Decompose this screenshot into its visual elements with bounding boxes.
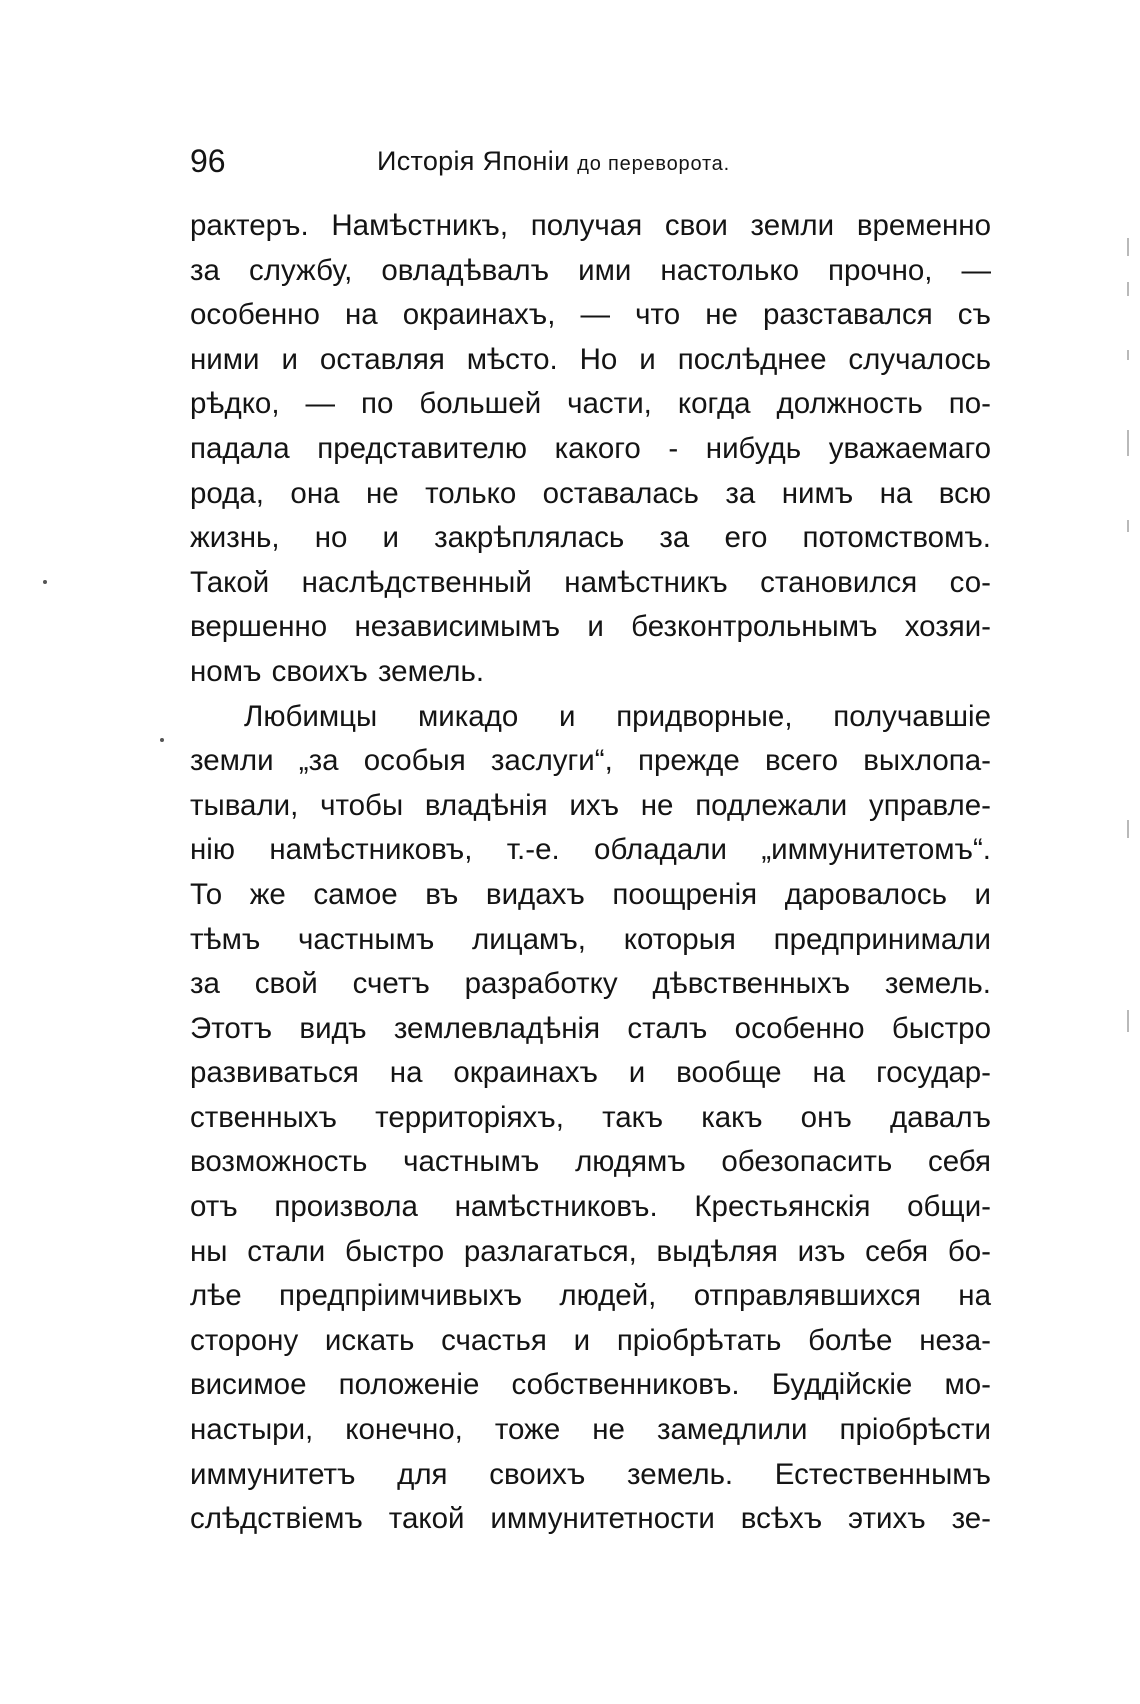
- running-head: [190, 136, 990, 186]
- text-line: отъ произвола намѣстниковъ. Крестьянскія общи-: [190, 1190, 991, 1224]
- text-line: ственныхъ территоріяхъ, такъ какъ онъ давалъ: [190, 1100, 991, 1134]
- paragraph-2: [190, 695, 991, 1542]
- text-line: рактеръ. Намѣстникъ, получая свои земли временно: [190, 209, 991, 242]
- scan-edge-mark: [1127, 282, 1129, 296]
- text-line: жизнь, но и закрѣплялась за его потомствомъ.: [190, 521, 991, 555]
- text-line: за службу, овладѣвалъ ими настолько прочно, —: [190, 253, 991, 287]
- text-line: иммунитетъ для своихъ земель. Естественнымъ: [190, 1457, 991, 1491]
- text-line: тѣмъ частнымъ лицамъ, которыя предпринимали: [190, 922, 991, 956]
- page-number: 96: [190, 143, 226, 179]
- text-line: развиваться на окраинахъ и вообще на государ-: [190, 1056, 991, 1090]
- scan-edge-mark: [1127, 1010, 1129, 1032]
- text-line: падала представителю какого - нибудь уважаемаго: [190, 431, 991, 465]
- scan-edge-mark: [1127, 238, 1129, 256]
- paragraph-1: [190, 204, 991, 695]
- text-line: рѣдко, — по большей части, когда должность по-: [190, 387, 991, 421]
- text-line: особенно на окраинахъ, — что не разставался съ: [190, 298, 991, 332]
- text-line: настыри, конечно, тоже не замедлили пріобрѣсти: [190, 1413, 991, 1447]
- text-line: рода, она не только оставалась за нимъ на всю: [190, 476, 991, 510]
- text-line: Такой наслѣдственный намѣстникъ становился со-: [190, 565, 991, 599]
- text-line: лѣе предпріимчивыхъ людей, отправлявшихся на: [190, 1279, 991, 1313]
- text-line: земли „за особыя заслуги“, прежде всего выхлопа-: [190, 744, 991, 778]
- scan-speck: [160, 738, 164, 742]
- text-line: за свой счетъ разработку дѣвственныхъ земель.: [190, 967, 991, 1001]
- scan-edge-mark: [1127, 820, 1129, 838]
- scan-edge-mark: [1127, 430, 1129, 456]
- text-line: ними и оставляя мѣсто. Но и послѣднее случалось: [190, 342, 991, 376]
- running-title-lead: Исторія Японіи: [377, 146, 570, 176]
- text-line: ны стали быстро разлагаться, выдѣляя изъ себя бо-: [190, 1234, 991, 1268]
- body-text: [190, 204, 991, 1542]
- scan-edge-mark: [1127, 520, 1129, 532]
- running-title-small-caps: до переворота.: [577, 153, 730, 175]
- text-line: тывали, чтобы владѣнія ихъ не подлежали управле-: [190, 788, 991, 822]
- text-line: висимое положеніе собственниковъ. Буддійскіе мо-: [190, 1368, 991, 1402]
- text-line: номъ своихъ земель.: [190, 654, 485, 688]
- text-line: возможность частнымъ людямъ обезопасить себя: [190, 1145, 991, 1179]
- text-line: сторону искать счастья и пріобрѣтать болѣе неза-: [190, 1323, 991, 1357]
- text-line: слѣдствіемъ такой иммунитетности всѣхъ этихъ зе-: [190, 1502, 991, 1536]
- running-title: [377, 136, 730, 189]
- scan-speck: [43, 580, 47, 584]
- scan-edge-mark: [1127, 350, 1129, 360]
- text-line: То же самое въ видахъ поощренія даровалось и: [190, 877, 991, 911]
- text-line: нію намѣстниковъ, т.-е. обладали „иммунитетомъ“.: [190, 833, 991, 867]
- text-line: Этотъ видъ землевладѣнія сталъ особенно быстро: [190, 1011, 991, 1045]
- text-line: Любимцы микадо и придворные, получавшіе: [244, 699, 991, 733]
- text-line: вершенно независимымъ и безконтрольнымъ хозяи-: [190, 610, 991, 644]
